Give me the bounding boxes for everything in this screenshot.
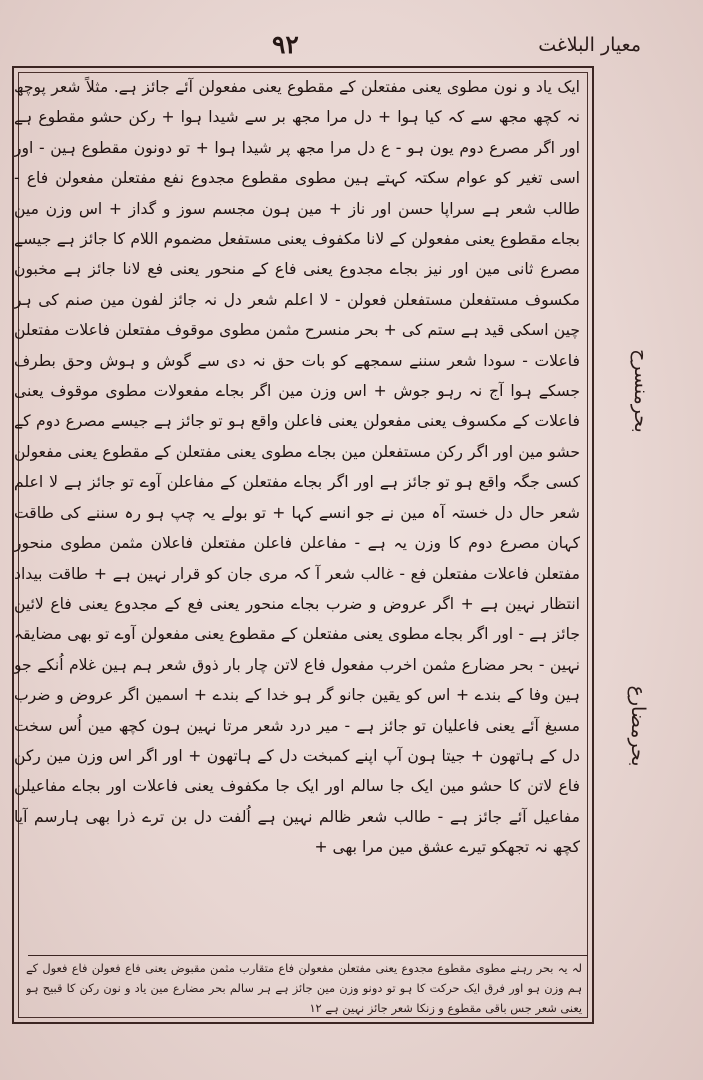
margin-note-munsarih: بحرمنسرح [630, 349, 652, 433]
running-header-title: معیار البلاغت [538, 34, 641, 56]
margin-note-muzari: بحرمضارع [627, 685, 649, 767]
main-text: ایک یاد و نون مطوی یعنی مفتعلن کے مقطوع یعنی مفعولن آئے جائز ہے. مثلاً شعر پوچھ نہ کچھ مجھ سے کہ کیا ہوا + دل مرا مجھ بر سے شیدا ہوا + رکن حشو مقطوع ہے اور اگر مصرع دوم یون ہو - ع دل مرا مجھ پر شیدا ہوا + تو دونون مقطوع ہین - اور اسی تغیر کو عوام سکتہ کہتے ہین مطوی مقطوع مجدوع نفع مفتعلن مفعولن فاع - طالب شعر ہے سراپا حسن اور ناز + مین ہون مجسم سوز و گداز + اس وزن مین بجاے مقطوع یعنی مفعولن کے لانا مکفوف یعنی مستفعل مضموم اللام کا جائز ہے جیسے مصرع ثانی مین اور نیز بجاے مجدوع یعنی فاع کے منحور یعنی فع لانا جائز ہے مخبون مکسوف مستفعلن مستفعلن فعولن - لا اعلم شعر دل نہ جائز لفون مین صنم کی ہر چین اسکی قید ہے ستم کی + بحر منسرح مثمن مطوی موقوف مفتعلن فاعلات مفتعلن فاعلات - سودا شعر سننے سمجھے کو بات حق نہ دی سے گوش و ہوش وحق بطرف جسکے ہوا آج نہ رہو جوش + اس وزن مین اگر بجاے مفعولات مطوی موقوف یعنی فاعلات کے مکسوف یعنی مفعولن یعنی فاعلن واقع ہو تو جائز ہے جیسے مصرع دوم کے حشو مین اور اگر رکن مستفعلن مین بجاے مطوی یعنی مفتعلن کے مقطوع یعنی مفعولن کسی جگہ واقع ہو تو جائز ہے اور اگر بجاے مفتعلن کے مفاعلن آوے تو جائز ہے لا اعلم شعر حال دل خستہ آہ مین نے جو انسے کہا + تو بولے یہ چپ ہو رہ سننے کی طاقت کہان مصرع دوم کا وزن یہ ہے - مفاعلن فاعلن مفتعلن فاعلان مثمن مطوی منحور مفتعلن فاعلات مفتعلن فع - غالب شعر آ کہ مری جان کو قرار نہین ہے + طاقت بیداد انتظار نہین ہے + اگر عروض و ضرب بجاے منحور یعنی فع کے مجدوع یعنی فاع لائین جائز ہے - اور اگر بجاے مطوی یعنی مفتعلن کے مقطوع یعنی مفعولن آوے تو بھی مضایقہ نہین - بحر مضارع مثمن اخرب مفعول فاع لاتن چار بار ذوق شعر ہم ہین غلام اُنکے جو ہین وفا کے بندے + اس کو یقین جانو گر ہو خدا کے بندے + اسمین اگر عروض و ضرب مسبغ آئے یعنی فاعلیان تو جائز ہے - میر درد شعر مرتا نہین ہون کچھ مین اُس سخت دل کے ہاتھون + جیتا ہون آپ اپنے کمبخت دل کے ہاتھون + اور اگر اس وزن مین رکن فاع لاتن کا حشو مین ایک جا سالم اور ایک جا مکفوف یعنی فاعلات اور بجاے مفاعیلن مفاعیل آئے جائز ہے - طالب شعر ظالم نہین ہے اُلفت دل بن ترے ذرا بھی ہارسم آیا کچھ نہ تجھکو تیرے عشق مین مرا بھی + [14, 78, 580, 857]
footnote: لہ یہ بحر رہنے مطوی مقطوع مجدوع یعنی مفتعلن مفعولن فاع متقارب مثمن مقبوض یعنی فاع فعولن فاع فعول کے ہم وزن ہو اور فرق ایک حرکت کا ہو تو دونو وزن مین جائز ہے ہر سالم بحر مضارع مین یاد و نون رکن کا قبیح ہو یعنی شعر جس باقی مقطوع و زنکا شعر جائز نہین ہے ۱۲ [26, 961, 582, 1015]
page-number: ۹۲ [272, 30, 299, 59]
main-text-block [14, 72, 580, 952]
footnote-divider [28, 955, 588, 956]
edge-mark [2, 905, 8, 911]
